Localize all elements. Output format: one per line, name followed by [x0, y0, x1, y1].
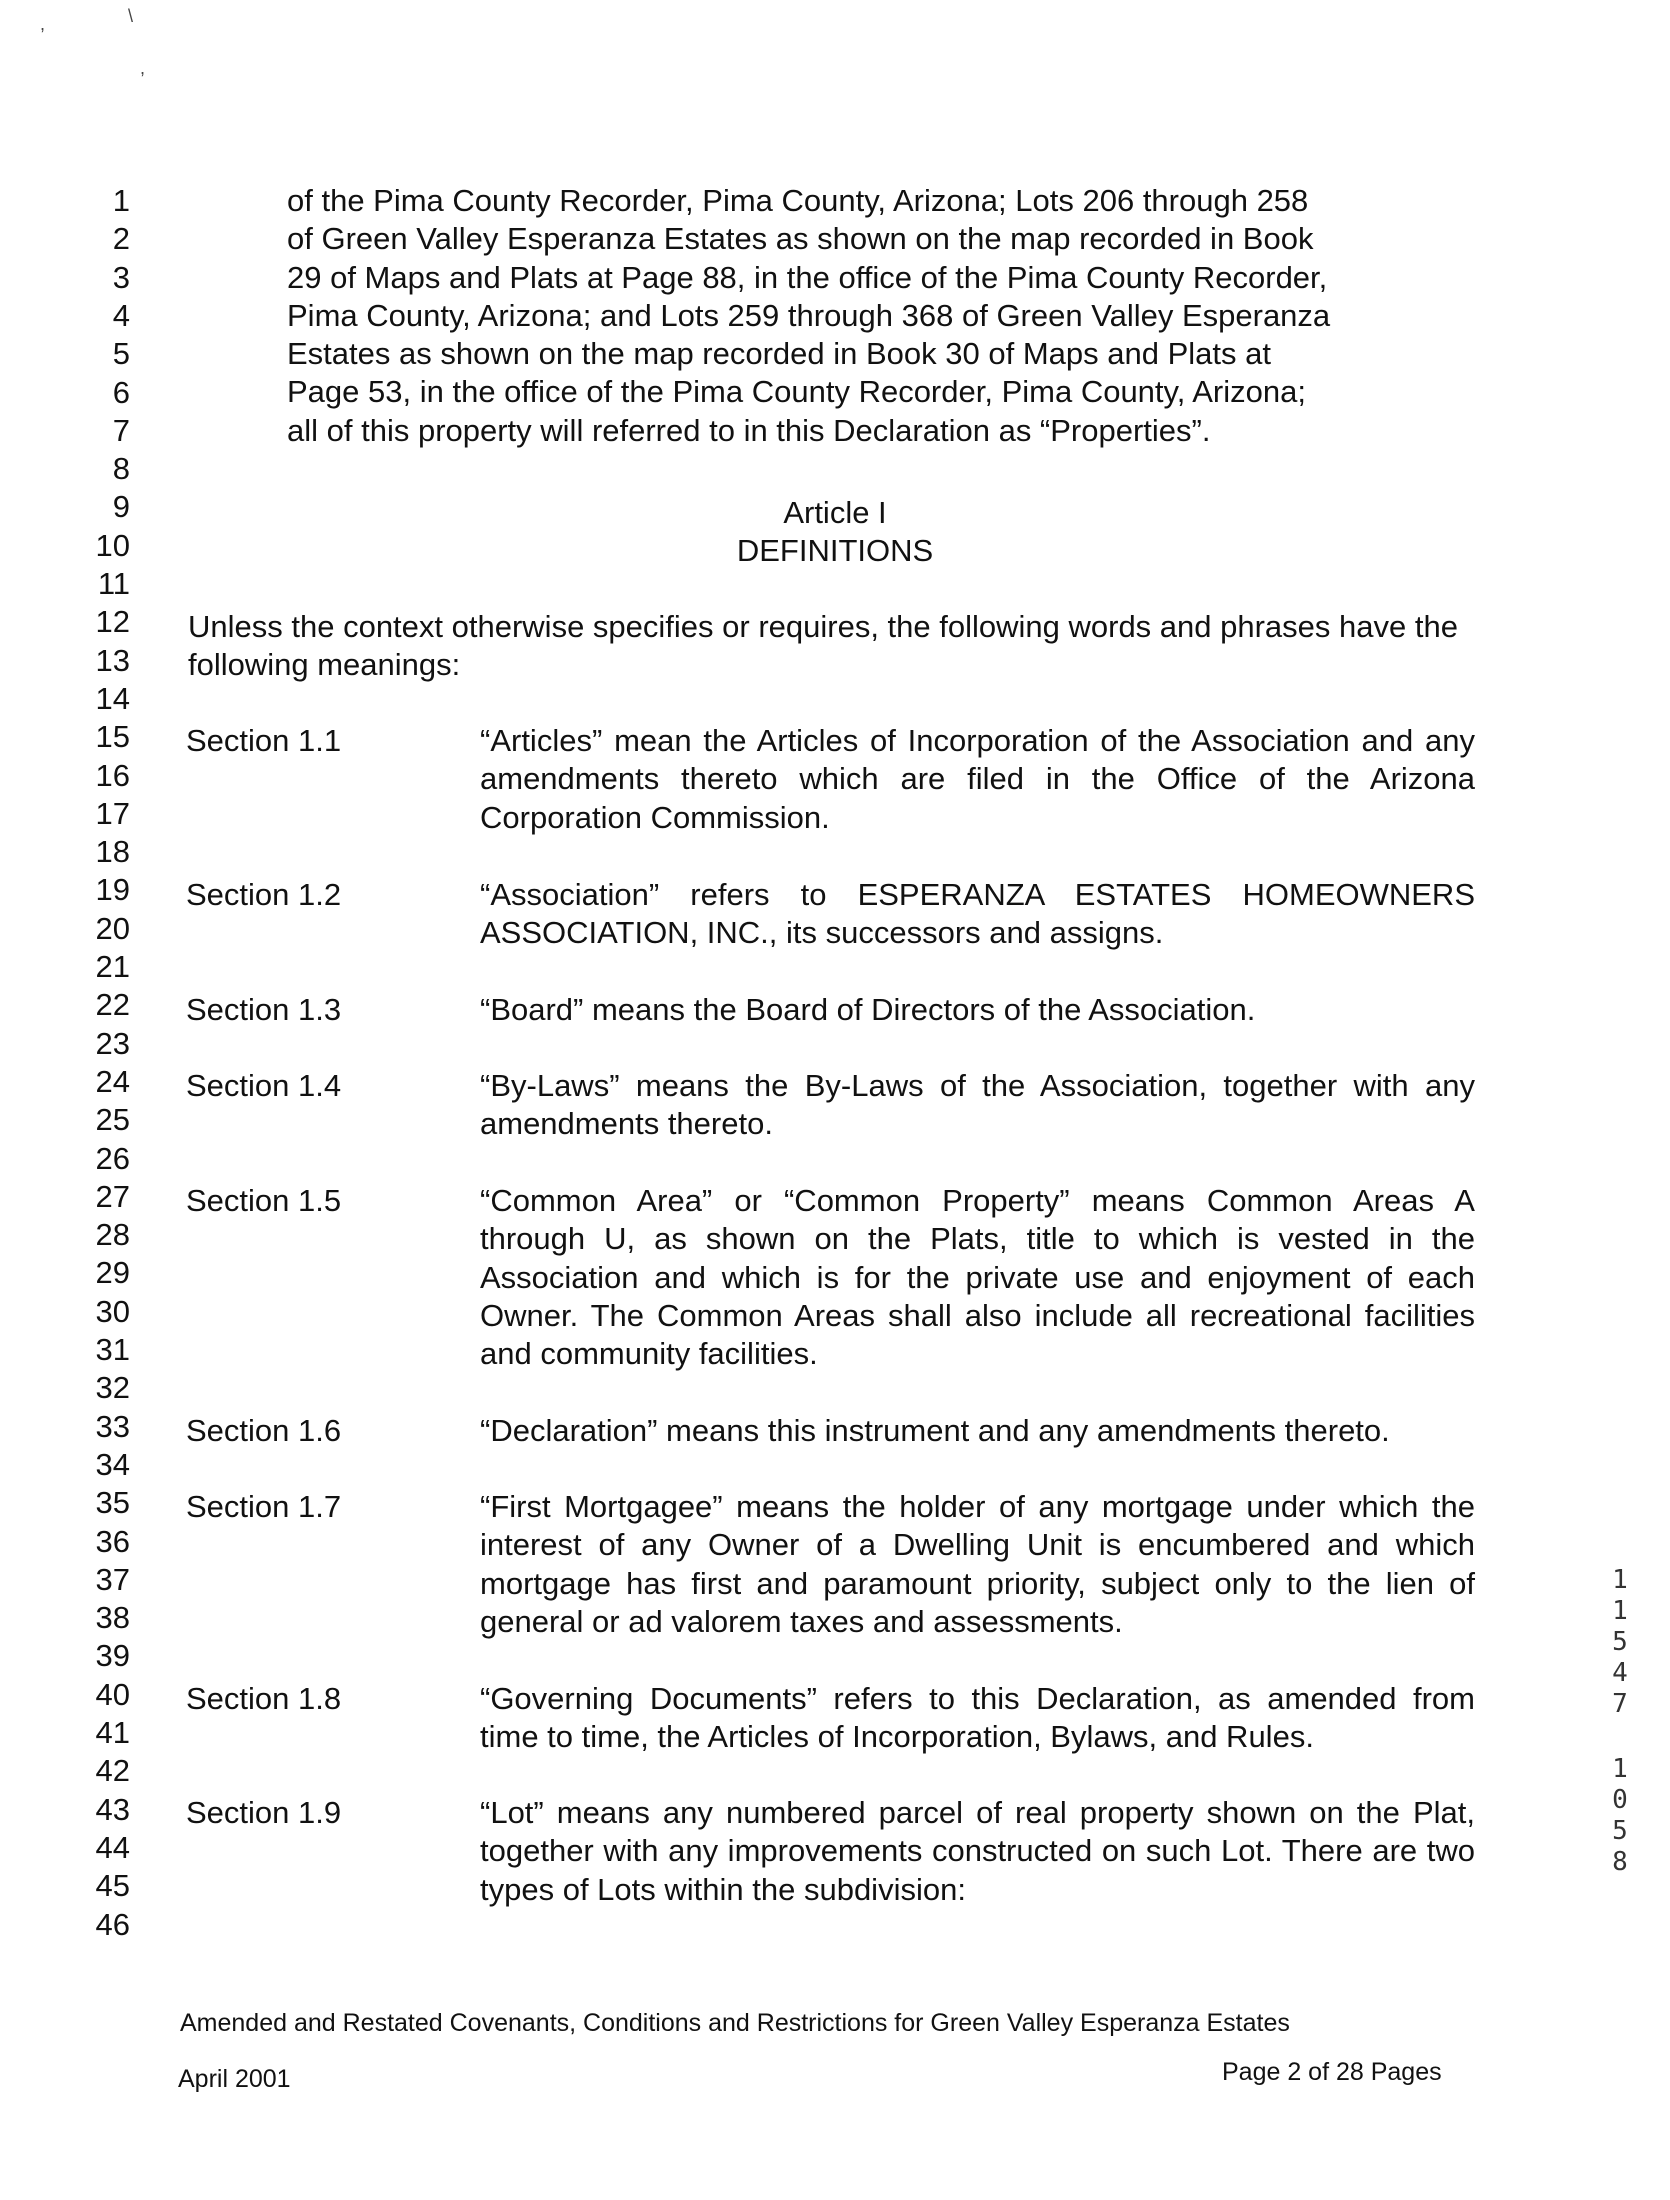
- section-label: Section 1.5: [186, 1183, 342, 1218]
- stamp-digit: 1: [1612, 1754, 1628, 1784]
- section-label: Section 1.7: [186, 1489, 342, 1524]
- line-number: 44: [95, 1829, 130, 1865]
- line-number: 24: [95, 1063, 130, 1099]
- line-number: 8: [112, 451, 130, 487]
- stamp-digit: 7: [1612, 1689, 1628, 1719]
- preamble: Unless the context otherwise specifies or requires, the following words and phrases have the following meanings:: [188, 609, 1458, 682]
- line-number: 25: [95, 1102, 130, 1138]
- line-number: 41: [95, 1715, 130, 1750]
- section-label: Section 1.1: [186, 723, 342, 758]
- scan-speck: ,: [40, 14, 46, 34]
- stamp-digit: 0: [1612, 1785, 1628, 1815]
- line-number: 46: [95, 1906, 130, 1942]
- article-number: Article I: [783, 495, 887, 530]
- line-number: 10: [95, 527, 130, 563]
- line-number: 29: [95, 1255, 130, 1291]
- scan-speck: \: [128, 6, 134, 26]
- line-number: 40: [95, 1676, 130, 1712]
- section-label: Section 1.3: [186, 992, 342, 1027]
- line-number: 21: [95, 949, 130, 984]
- intro-line: all of this property will referred to in this Declaration as “Properties”.: [287, 412, 1211, 448]
- line-number: 2: [112, 221, 130, 257]
- line-number: 34: [95, 1446, 130, 1482]
- line-number: 26: [95, 1140, 130, 1176]
- line-number: 42: [95, 1753, 130, 1789]
- line-number: 9: [112, 489, 130, 525]
- intro-line: Estates as shown on the map recorded in Book 30 of Maps and Plats at: [287, 336, 1271, 372]
- section-label: Section 1.8: [186, 1681, 342, 1716]
- stamp-digit: 1: [1612, 1596, 1628, 1626]
- recording-stamp: [1605, 1565, 1635, 1878]
- article-title: DEFINITIONS: [736, 533, 934, 568]
- section-text: “Association” refers to ESPERANZA ESTATES HOMEOWNERS ASSOCIATION, INC., its successors and assigns.: [480, 877, 1475, 951]
- stamp-digit: 5: [1612, 1816, 1628, 1846]
- intro-line: Page 53, in the office of the Pima County Recorder, Pima County, Arizona;: [287, 374, 1306, 410]
- line-number: 43: [95, 1791, 130, 1827]
- line-number: 14: [95, 680, 130, 716]
- line-number: 28: [95, 1217, 130, 1253]
- section-text: “Governing Documents” refers to this Declaration, as amended from time to time, the Articles of Incorporation, Bylaws, and Rules.: [480, 1681, 1475, 1755]
- line-number: 27: [95, 1178, 130, 1214]
- footer-date: April 2001: [178, 2065, 291, 2093]
- line-number: 4: [112, 297, 130, 333]
- stamp-number-top: [1605, 1565, 1635, 1720]
- line-number: 36: [95, 1523, 130, 1559]
- line-number: 15: [95, 719, 130, 755]
- section-text: “Board” means the Board of Directors of the Association.: [480, 992, 1256, 1027]
- line-number: 3: [112, 259, 130, 295]
- section-label: Section 1.6: [186, 1413, 342, 1448]
- line-number: 30: [95, 1293, 130, 1329]
- section-label: Section 1.4: [186, 1068, 342, 1103]
- section-text: “Declaration” means this instrument and any amendments thereto.: [480, 1413, 1390, 1448]
- section-text: “Lot” means any numbered parcel of real property shown on the Plat, together with any improvements constructed on such Lot. There are two types of Lots within the subdivision:: [480, 1795, 1475, 1907]
- line-number: 18: [95, 834, 130, 870]
- stamp-digit: 1: [1612, 1565, 1628, 1595]
- section-text: “Articles” mean the Articles of Incorporation of the Association and any amendments thereto which are filed in the Office of the Arizona Corporation Commission.: [480, 723, 1475, 835]
- line-number: 12: [95, 604, 130, 640]
- line-number: 22: [95, 987, 130, 1023]
- line-number: 38: [95, 1600, 130, 1636]
- line-number: 6: [112, 374, 130, 410]
- line-number: 11: [97, 566, 130, 601]
- stamp-digit: 5: [1612, 1627, 1628, 1657]
- stamp-digit: 8: [1612, 1847, 1628, 1877]
- footer-page-number: Page 2 of 28 Pages: [1222, 2058, 1442, 2086]
- intro-paragraph: [287, 182, 1392, 450]
- footer-title: Amended and Restated Covenants, Conditions and Restrictions for Green Valley Esperanza Estates: [180, 2009, 1290, 2037]
- section-text: “Common Area” or “Common Property” means Common Areas A through U, as shown on the Plats, title to which is vested in the Association and which is for the private use and enjoyment of each Owner. The Common Areas shall also include all recreational facilities and community facilities.: [480, 1183, 1475, 1372]
- intro-line: of Green Valley Esperanza Estates as shown on the map recorded in Book: [287, 221, 1314, 257]
- line-number: 20: [95, 910, 130, 946]
- line-number: 37: [95, 1561, 130, 1597]
- section-label: Section 1.2: [186, 877, 342, 912]
- line-number: 45: [95, 1868, 130, 1904]
- line-number: 7: [112, 412, 130, 448]
- section-text: “By-Laws” means the By-Laws of the Association, together with any amendments thereto.: [480, 1068, 1475, 1142]
- line-number: 31: [95, 1332, 130, 1367]
- line-number: 19: [95, 872, 130, 908]
- line-number: 39: [95, 1638, 130, 1674]
- line-number: 35: [95, 1485, 130, 1521]
- intro-line: Pima County, Arizona; and Lots 259 through 368 of Green Valley Esperanza: [287, 297, 1331, 333]
- line-number: 1: [112, 183, 130, 218]
- line-number: 17: [95, 795, 130, 831]
- line-number: 23: [95, 1025, 130, 1061]
- section-label: Section 1.9: [186, 1795, 342, 1830]
- line-number: 16: [95, 757, 130, 793]
- line-number: 13: [95, 642, 130, 678]
- intro-line: 29 of Maps and Plats at Page 88, in the office of the Pima County Recorder,: [287, 259, 1328, 295]
- stamp-number-bottom: [1605, 1754, 1635, 1878]
- line-number: 5: [112, 336, 130, 372]
- section-text: “First Mortgagee” means the holder of any mortgage under which the interest of any Owner of a Dwelling Unit is encumbered and which mortgage has first and paramount priority, subject only to the lien of general or ad valorem taxes and assessments.: [480, 1489, 1475, 1639]
- scan-speck: ,: [140, 58, 146, 78]
- line-number: 32: [95, 1370, 130, 1406]
- line-number: 33: [95, 1408, 130, 1444]
- stamp-digit: 4: [1612, 1658, 1628, 1688]
- intro-line: of the Pima County Recorder, Pima County, Arizona; Lots 206 through 258: [287, 183, 1309, 218]
